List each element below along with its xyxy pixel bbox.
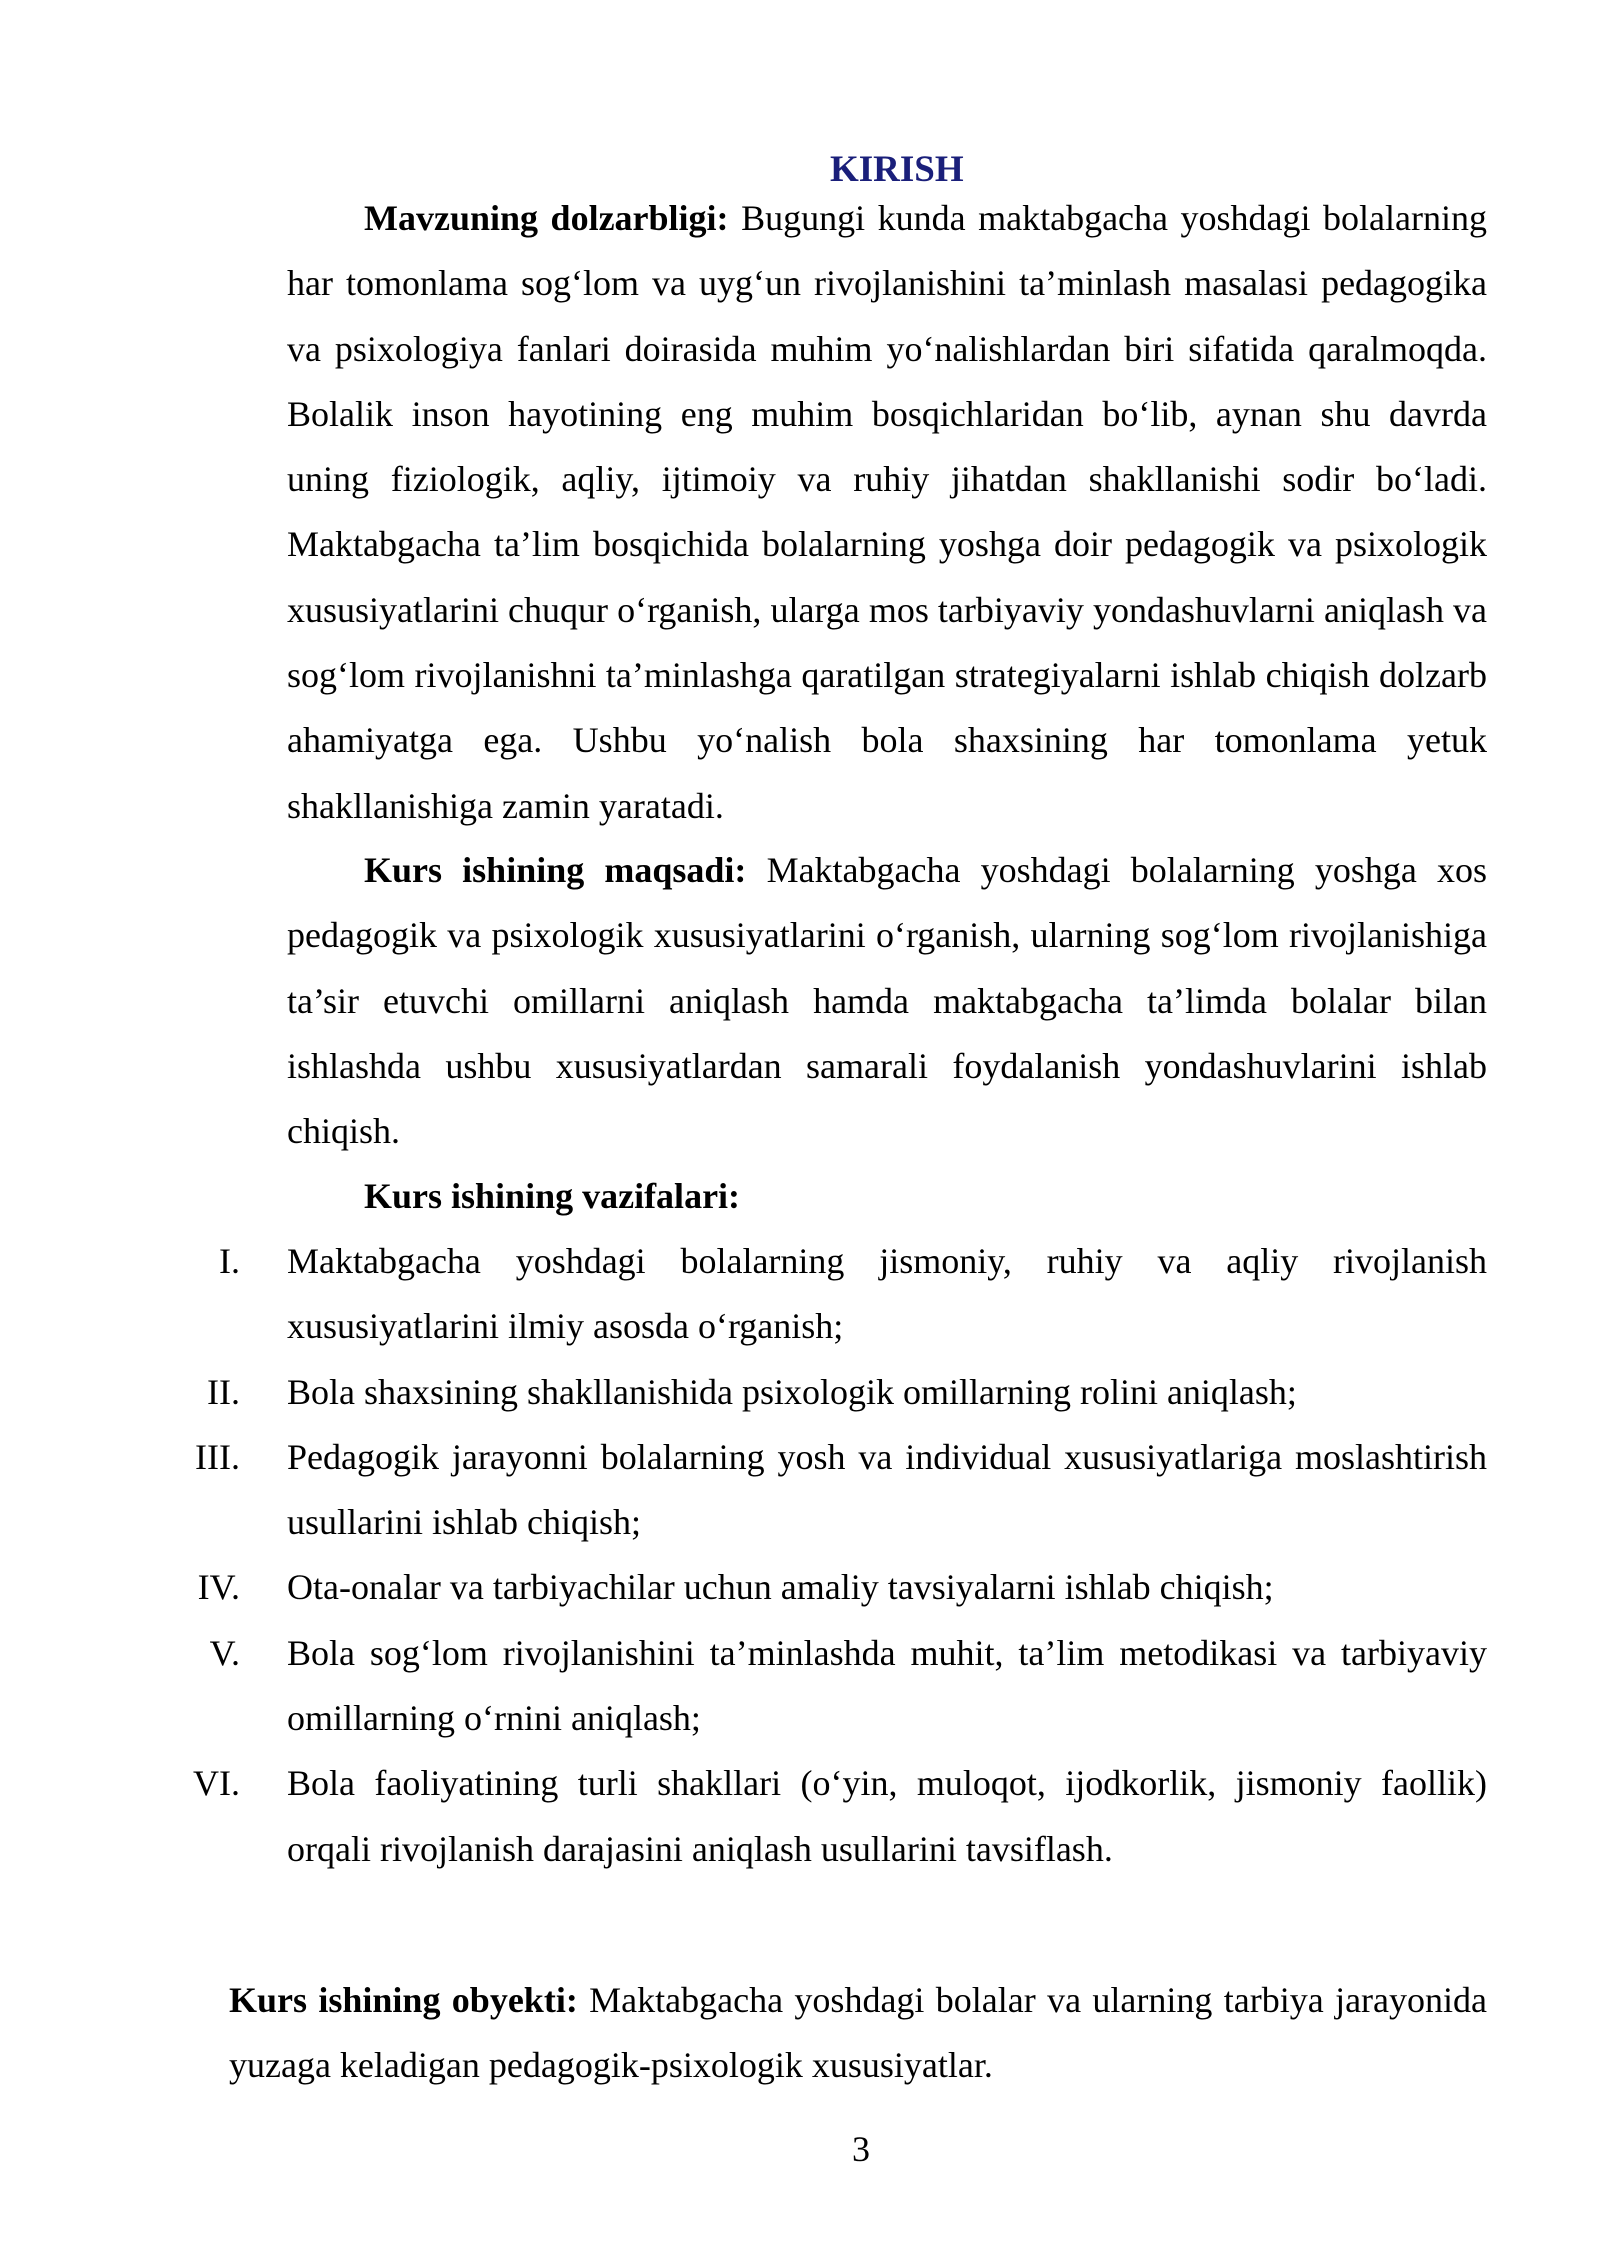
page-number: 3 xyxy=(852,2129,870,2169)
list-item-text: Ota-onalar va tarbiyachilar uchun amaliy tavsiyalarni ishlab chiqish; xyxy=(287,1567,1274,1608)
list-item-number: III. xyxy=(195,1436,240,1477)
list-item-number: IV. xyxy=(197,1567,240,1608)
list-item-number: II. xyxy=(207,1371,240,1412)
obyekt-paragraph xyxy=(229,1968,1487,2099)
vazifalar-list xyxy=(0,1229,1600,1882)
vazifalar-heading xyxy=(287,1164,1487,1229)
list-item-text: Maktabgacha yoshdagi bolalarning jismoniy, ruhiy va aqliy rivojlanish xususiyatlarini ilmiy asosda o‘rganish; xyxy=(287,1241,1487,1347)
list-item-text: Bola shaxsining shakllanishida psixologik omillarning rolini aniqlash; xyxy=(287,1371,1297,1412)
list-item-text: Pedagogik jarayonni bolalarning yosh va individual xususiyatlariga moslashtirish usullarini ishlab chiqish; xyxy=(287,1436,1487,1543)
obyekt-text: Maktabgacha yoshdagi bolalar va ularning tarbiya jarayonida yuzaga keladigan pedagogik-psixologik xususiyatlar. xyxy=(229,1980,1487,2086)
page-heading: KIRISH xyxy=(830,149,964,190)
dolzarblik-label: Mavzuning dolzarbligi: xyxy=(364,198,729,238)
list-item xyxy=(0,1621,1600,1752)
list-item xyxy=(0,1555,1600,1620)
list-item-text: Bola faoliyatining turli shakllari (o‘yin, muloqot, ijodkorlik, jismoniy faollik) orqali rivojlanish darajasini aniqlash usullarini tavsiflash. xyxy=(287,1763,1487,1869)
list-item-number: VI. xyxy=(193,1763,240,1804)
maqsad-label: Kurs ishining maqsadi: xyxy=(364,850,747,890)
list-item-number: I. xyxy=(219,1241,240,1281)
maqsad-text: Maktabgacha yoshdagi bolalarning yoshga xos pedagogik va psixologik xususiyatlarini o‘rganish, ularning sog‘lom rivojlanishiga ta’sir etuvchi omillarni aniqlash hamda maktabgacha ta’limda bolalar bilan ishlashda ushbu xususiyatlardan samarali foydalanish yondashuvlarini ishlab chiqish. xyxy=(287,850,1488,1152)
dolzarblik-paragraph xyxy=(287,186,1487,839)
dolzarblik-text: Bugungi kunda maktabgacha yoshdagi bolalarning har tomonlama sog‘lom va uyg‘un rivojlanishini ta’minlash masalasi pedagogika va psixologiya fanlari doirasida muhim yo‘nalishlardan biri sifatida qaralmoqda. Bolalik inson hayotining eng muhim bosqichlaridan bo‘lib, aynan shu davrda uning fiziologik, aqliy, ijtimoiy va ruhiy jihatdan shakllanishi sodir bo‘ladi. Maktabgacha ta’lim bosqichida bolalarning yoshga doir pedagogik va psixologik xususiyatlarini chuqur o‘rganish, ularga mos tarbiyaviy yondashuvlarni aniqlash va sog‘lom rivojlanishni ta’minlashga qaratilgan strategiyalarni ishlab chiqish dolzarb ahamiyatga ega. Ushbu yo‘nalish bola shaxsining har tomonlama yetuk shakllanishiga zamin yaratadi. xyxy=(287,198,1487,826)
list-item xyxy=(0,1751,1600,1882)
list-item xyxy=(0,1360,1600,1425)
list-item-text: Bola sog‘lom rivojlanishini ta’minlashda muhit, ta’lim metodikasi va tarbiyaviy omillarning o‘rnini aniqlash; xyxy=(287,1632,1487,1739)
maqsad-paragraph xyxy=(287,838,1487,1164)
vazifalar-label: Kurs ishining vazifalari: xyxy=(364,1176,741,1216)
list-item xyxy=(0,1425,1600,1556)
obyekt-label: Kurs ishining obyekti: xyxy=(229,1980,578,2020)
list-item xyxy=(0,1229,1600,1360)
list-item-number: V. xyxy=(209,1632,240,1673)
